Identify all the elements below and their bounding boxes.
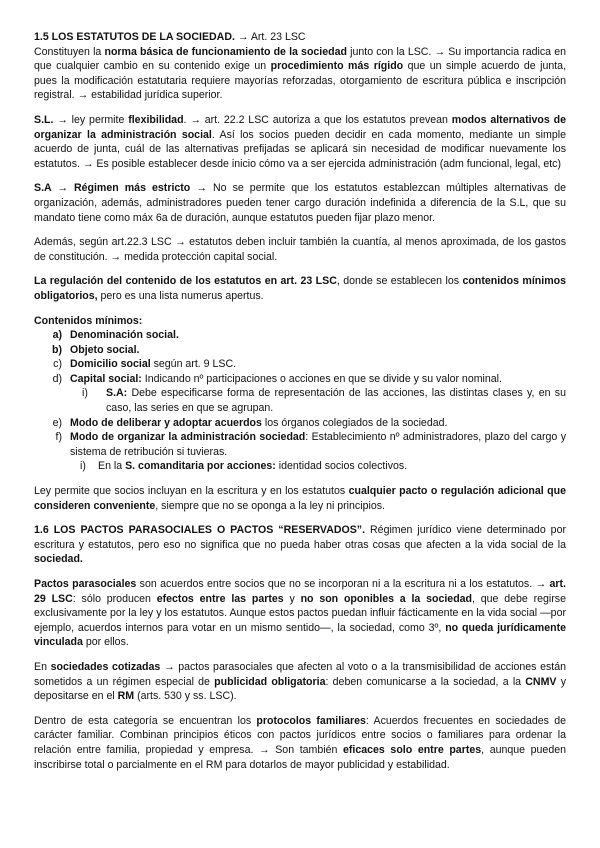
list-item: b) Objeto social. — [52, 343, 140, 356]
list-item: a) Denominación social. — [52, 329, 179, 342]
parasociales-paragraph: Pactos parasociales son acuerdos entre socios que no se incorporan ni a la escritura ni a los estatutos. → art. 29 LSC: sólo producen efectos entre las partes y no son oponibles a la sociedad, que debe regirse exclusivamente por la ley y los estatutos. Aunque estos pactos puedan influir fácticamente en la vida social —por ejemplo, acuerdos internos para votar en un mismo sentido—, la sociedad, como 3º, no queda jurídicamente vinculada por ellos. — [34, 578, 566, 649]
sub-list-item: i) En la S. comanditaria por acciones: identidad socios colectivos. — [80, 460, 408, 473]
list-item: e) Modo de deliberar y adoptar acuerdos los órganos colegiados de la sociedad. — [52, 416, 448, 429]
document-page — [34, 30, 566, 782]
pactos-ley-paragraph: Ley permite que socios incluyan en la escritura y en los estatutos cualquier pacto o regulación adicional que consideren conveniente, siempre que no se oponga a la ley ni principios. — [34, 485, 566, 512]
section-1-6-paragraph: 1.6 LOS PACTOS PARASOCIALES O PACTOS “RESERVADOS”. Régimen jurídico viene determinado por escritura y estatutos, pero eso no significa que no pueda haber otras cosas que afecten a la vida social de la sociedad. — [34, 524, 566, 566]
section-1-5-paragraph: 1.5 LOS ESTATUTOS DE LA SOCIEDAD. → Art. 23 LSC Constituyen la norma básica de funcionamiento de la sociedad junto con la LSC. → Su importancia radica en que cualquier cambio en su contenido exige un procedimiento más rígido que un simple acuerdo de junta, pues la modificación estatutaria requiere mayorías reforzadas, otorgamiento de escritura pública e inscripción registral. → estabilidad jurídica superior. — [34, 31, 567, 102]
regulacion-paragraph: La regulación del contenido de los estatutos en art. 23 LSC, donde se establecen los contenidos mínimos obligatorios, pero es una lista numerus apertus. — [34, 275, 566, 302]
cotizadas-paragraph: En sociedades cotizadas → pactos parasociales que afecten al voto o a la transmisibilidad de acciones están sometidos a un régimen especial de publicidad obligatoria: deben comunicarse a la sociedad, a la CNMV y depositarse en el RM (arts. 530 y ss. LSC). — [34, 660, 567, 703]
contenidos-heading: Contenidos mínimos: — [34, 314, 143, 327]
contenidos-minimos-list — [34, 314, 566, 475]
ademas-paragraph: Además, según art.22.3 LSC → estatutos deben incluir también la cuantía, al menos aproximada, de los gastos de constitución. → medida protección capital social. — [34, 236, 566, 263]
section-1-6-title: 1.6 LOS PACTOS PARASOCIALES O PACTOS “RESERVADOS”. — [34, 524, 366, 537]
section-1-5-title: 1.5 LOS ESTATUTOS DE LA SOCIEDAD. — [34, 31, 235, 43]
list-item: f) Modo de organizar la administración sociedad: Establecimiento nº administradores, plazo del cargo y sistema de retribución si tuvieras. — [55, 431, 566, 458]
familiares-paragraph: Dentro de esta categoría se encuentran los protocolos familiares: Acuerdos frecuentes en sociedades de carácter familiar. Combinan principios éticos con pactos jurídicos entre socios o familiares para ordenar la relación entre familia, propiedad y empresa. → Son también eficaces solo entre partes, aunque pueden inscribirse total o parcialmente en el RM para dotarlos de mayor publicidad y estabilidad. — [34, 714, 567, 771]
list-item: d) Capital social: Indicando nº participaciones o acciones en que se divide y su valor nominal. — [52, 372, 502, 385]
sl-paragraph: S.L. → ley permite flexibilidad. → art. 22.2 LSC autoriza a que los estatutos prevean modos alternativos de organizar la administración social. Así los socios pueden decidir en cada momento, mediante un simple acuerdo de junta, cuál de las alternativas prefijadas se aplicará sin necesidad de modificar nuevamente los estatutos. → Es posible establecer desde inicio cómo va a ser ejercida administración (adm funcional, legal, etc) — [34, 113, 566, 170]
sa-paragraph: S.A → Régimen más estricto → No se permite que los estatutos establezcan múltiples alternativas de organización, además, administradores pueden tener cargo duración indefinida a diferencia de la S.L, que su mandato tiene como máx 6a de duración, aunque estatutos pueden fijar plazo menor. — [34, 182, 567, 224]
sub-list-item: i) S.A: Debe especificarse forma de representación de las acciones, las distintas clases y, en su caso, las series en que se agrupan. — [82, 387, 566, 415]
list-item: c) Domicilio social según art. 9 LSC. — [53, 358, 237, 371]
